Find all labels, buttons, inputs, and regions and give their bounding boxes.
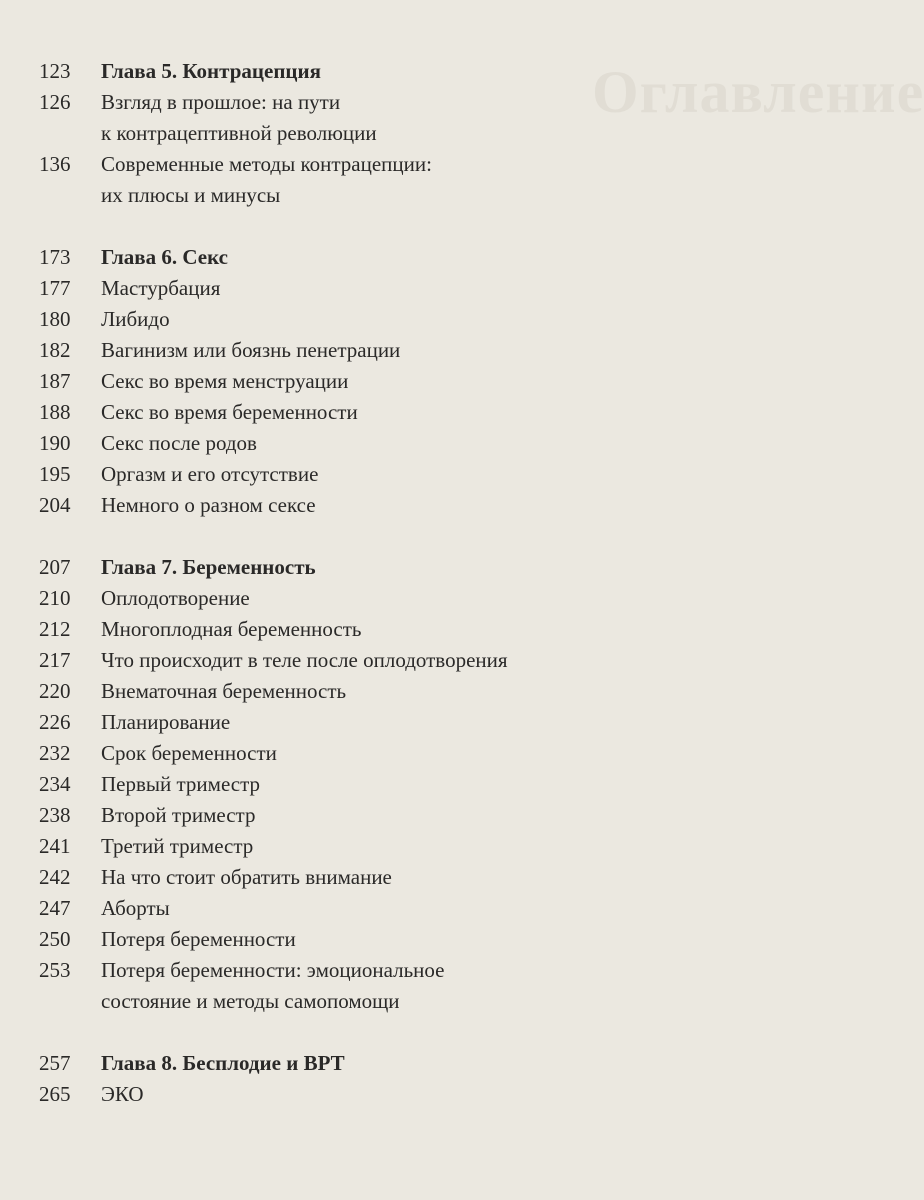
entry-title: Немного о разном сексе xyxy=(101,493,316,517)
entry-page-number: 232 xyxy=(39,741,71,765)
entry-page-number: 265 xyxy=(39,1082,71,1106)
entry-page-number: 204 xyxy=(39,493,71,517)
entry-title: Внематочная беременность xyxy=(101,679,347,703)
entry-page-number: 187 xyxy=(39,369,71,393)
entry-page-number: 188 xyxy=(39,400,71,424)
chapter-heading[interactable] xyxy=(36,1048,696,1079)
entry-page-number: 241 xyxy=(39,834,71,858)
chapter-heading[interactable] xyxy=(36,56,696,87)
entry-page-number: 217 xyxy=(39,648,71,672)
entry-title: Взгляд в прошлое: на пути к контрацептивной революции xyxy=(101,90,377,145)
chapter-title: Глава 6. Секс xyxy=(101,245,229,269)
chapter-title: Глава 7. Беременность xyxy=(101,555,316,579)
entry-page-number: 190 xyxy=(39,431,71,455)
entry-page-number: 182 xyxy=(39,338,71,362)
entry-title: ЭКО xyxy=(101,1082,144,1106)
toc-entry[interactable] xyxy=(36,304,696,335)
toc-entry[interactable] xyxy=(36,335,696,366)
chapter-title: Глава 8. Бесплодие и ВРТ xyxy=(101,1051,345,1075)
entry-title: Потеря беременности: эмоциональное состояние и методы самопомощи xyxy=(101,958,445,1013)
entry-page-number: 212 xyxy=(39,617,71,641)
entry-title: Секс во время менструации xyxy=(101,369,349,393)
toc-entry[interactable] xyxy=(36,707,696,738)
entry-title: Мастурбация xyxy=(101,276,221,300)
toc-chapter xyxy=(36,242,696,521)
toc-entry[interactable] xyxy=(36,645,696,676)
entry-page-number: 226 xyxy=(39,710,71,734)
chapter-page-number: 123 xyxy=(39,59,71,83)
entry-page-number: 210 xyxy=(39,586,71,610)
toc-entry[interactable] xyxy=(36,490,696,521)
toc-chapter xyxy=(36,552,696,1017)
entry-page-number: 136 xyxy=(39,152,71,176)
toc-entry[interactable] xyxy=(36,800,696,831)
entry-page-number: 126 xyxy=(39,90,71,114)
entry-title: Второй триместр xyxy=(101,803,256,827)
entry-title: Первый триместр xyxy=(101,772,261,796)
toc-entry[interactable] xyxy=(36,924,696,955)
entry-page-number: 253 xyxy=(39,958,71,982)
entry-title: Оплодотворение xyxy=(101,586,250,610)
toc-entry[interactable] xyxy=(36,955,696,1017)
toc-entry[interactable] xyxy=(36,459,696,490)
toc-entry[interactable] xyxy=(36,397,696,428)
entry-title: Либидо xyxy=(101,307,170,331)
toc-entry[interactable] xyxy=(36,273,696,304)
entry-page-number: 180 xyxy=(39,307,71,331)
entry-title: Потеря беременности xyxy=(101,927,296,951)
entry-title: Секс после родов xyxy=(101,431,257,455)
entry-page-number: 242 xyxy=(39,865,71,889)
chapter-page-number: 173 xyxy=(39,245,71,269)
entry-title: Срок беременности xyxy=(101,741,277,765)
entry-title: Что происходит в теле после оплодотворения xyxy=(101,648,508,672)
entry-page-number: 220 xyxy=(39,679,71,703)
entry-title: Вагинизм или боязнь пенетрации xyxy=(101,338,401,362)
entry-page-number: 238 xyxy=(39,803,71,827)
toc-entry[interactable] xyxy=(36,366,696,397)
entry-page-number: 247 xyxy=(39,896,71,920)
entry-title: Аборты xyxy=(101,896,170,920)
entry-page-number: 234 xyxy=(39,772,71,796)
chapter-page-number: 207 xyxy=(39,555,71,579)
entry-title: Планирование xyxy=(101,710,231,734)
toc-chapter xyxy=(36,1048,696,1110)
entry-title: Современные методы контрацепции: их плюсы и минусы xyxy=(101,152,432,207)
chapter-heading[interactable] xyxy=(36,242,696,273)
entry-title: Третий триместр xyxy=(101,834,254,858)
toc-entry[interactable] xyxy=(36,862,696,893)
table-of-contents xyxy=(36,56,696,1141)
bleed-through-heading: Оглавление xyxy=(592,59,924,125)
chapter-heading[interactable] xyxy=(36,552,696,583)
toc-entry[interactable] xyxy=(36,149,696,211)
entry-page-number: 195 xyxy=(39,462,71,486)
toc-entry[interactable] xyxy=(36,428,696,459)
entry-title: На что стоит обратить внимание xyxy=(101,865,392,889)
chapter-title: Глава 5. Контрацепция xyxy=(101,59,321,83)
entry-page-number: 177 xyxy=(39,276,71,300)
entry-title: Оргазм и его отсутствие xyxy=(101,462,319,486)
toc-entry[interactable] xyxy=(36,87,696,149)
toc-entry[interactable] xyxy=(36,831,696,862)
toc-entry[interactable] xyxy=(36,676,696,707)
toc-entry[interactable] xyxy=(36,738,696,769)
toc-entry[interactable] xyxy=(36,769,696,800)
toc-entry[interactable] xyxy=(36,583,696,614)
toc-chapter xyxy=(36,56,696,211)
toc-entry[interactable] xyxy=(36,1079,696,1110)
entry-title: Многоплодная беременность xyxy=(101,617,362,641)
toc-entry[interactable] xyxy=(36,614,696,645)
entry-title: Секс во время беременности xyxy=(101,400,358,424)
chapter-page-number: 257 xyxy=(39,1051,71,1075)
entry-page-number: 250 xyxy=(39,927,71,951)
toc-entry[interactable] xyxy=(36,893,696,924)
